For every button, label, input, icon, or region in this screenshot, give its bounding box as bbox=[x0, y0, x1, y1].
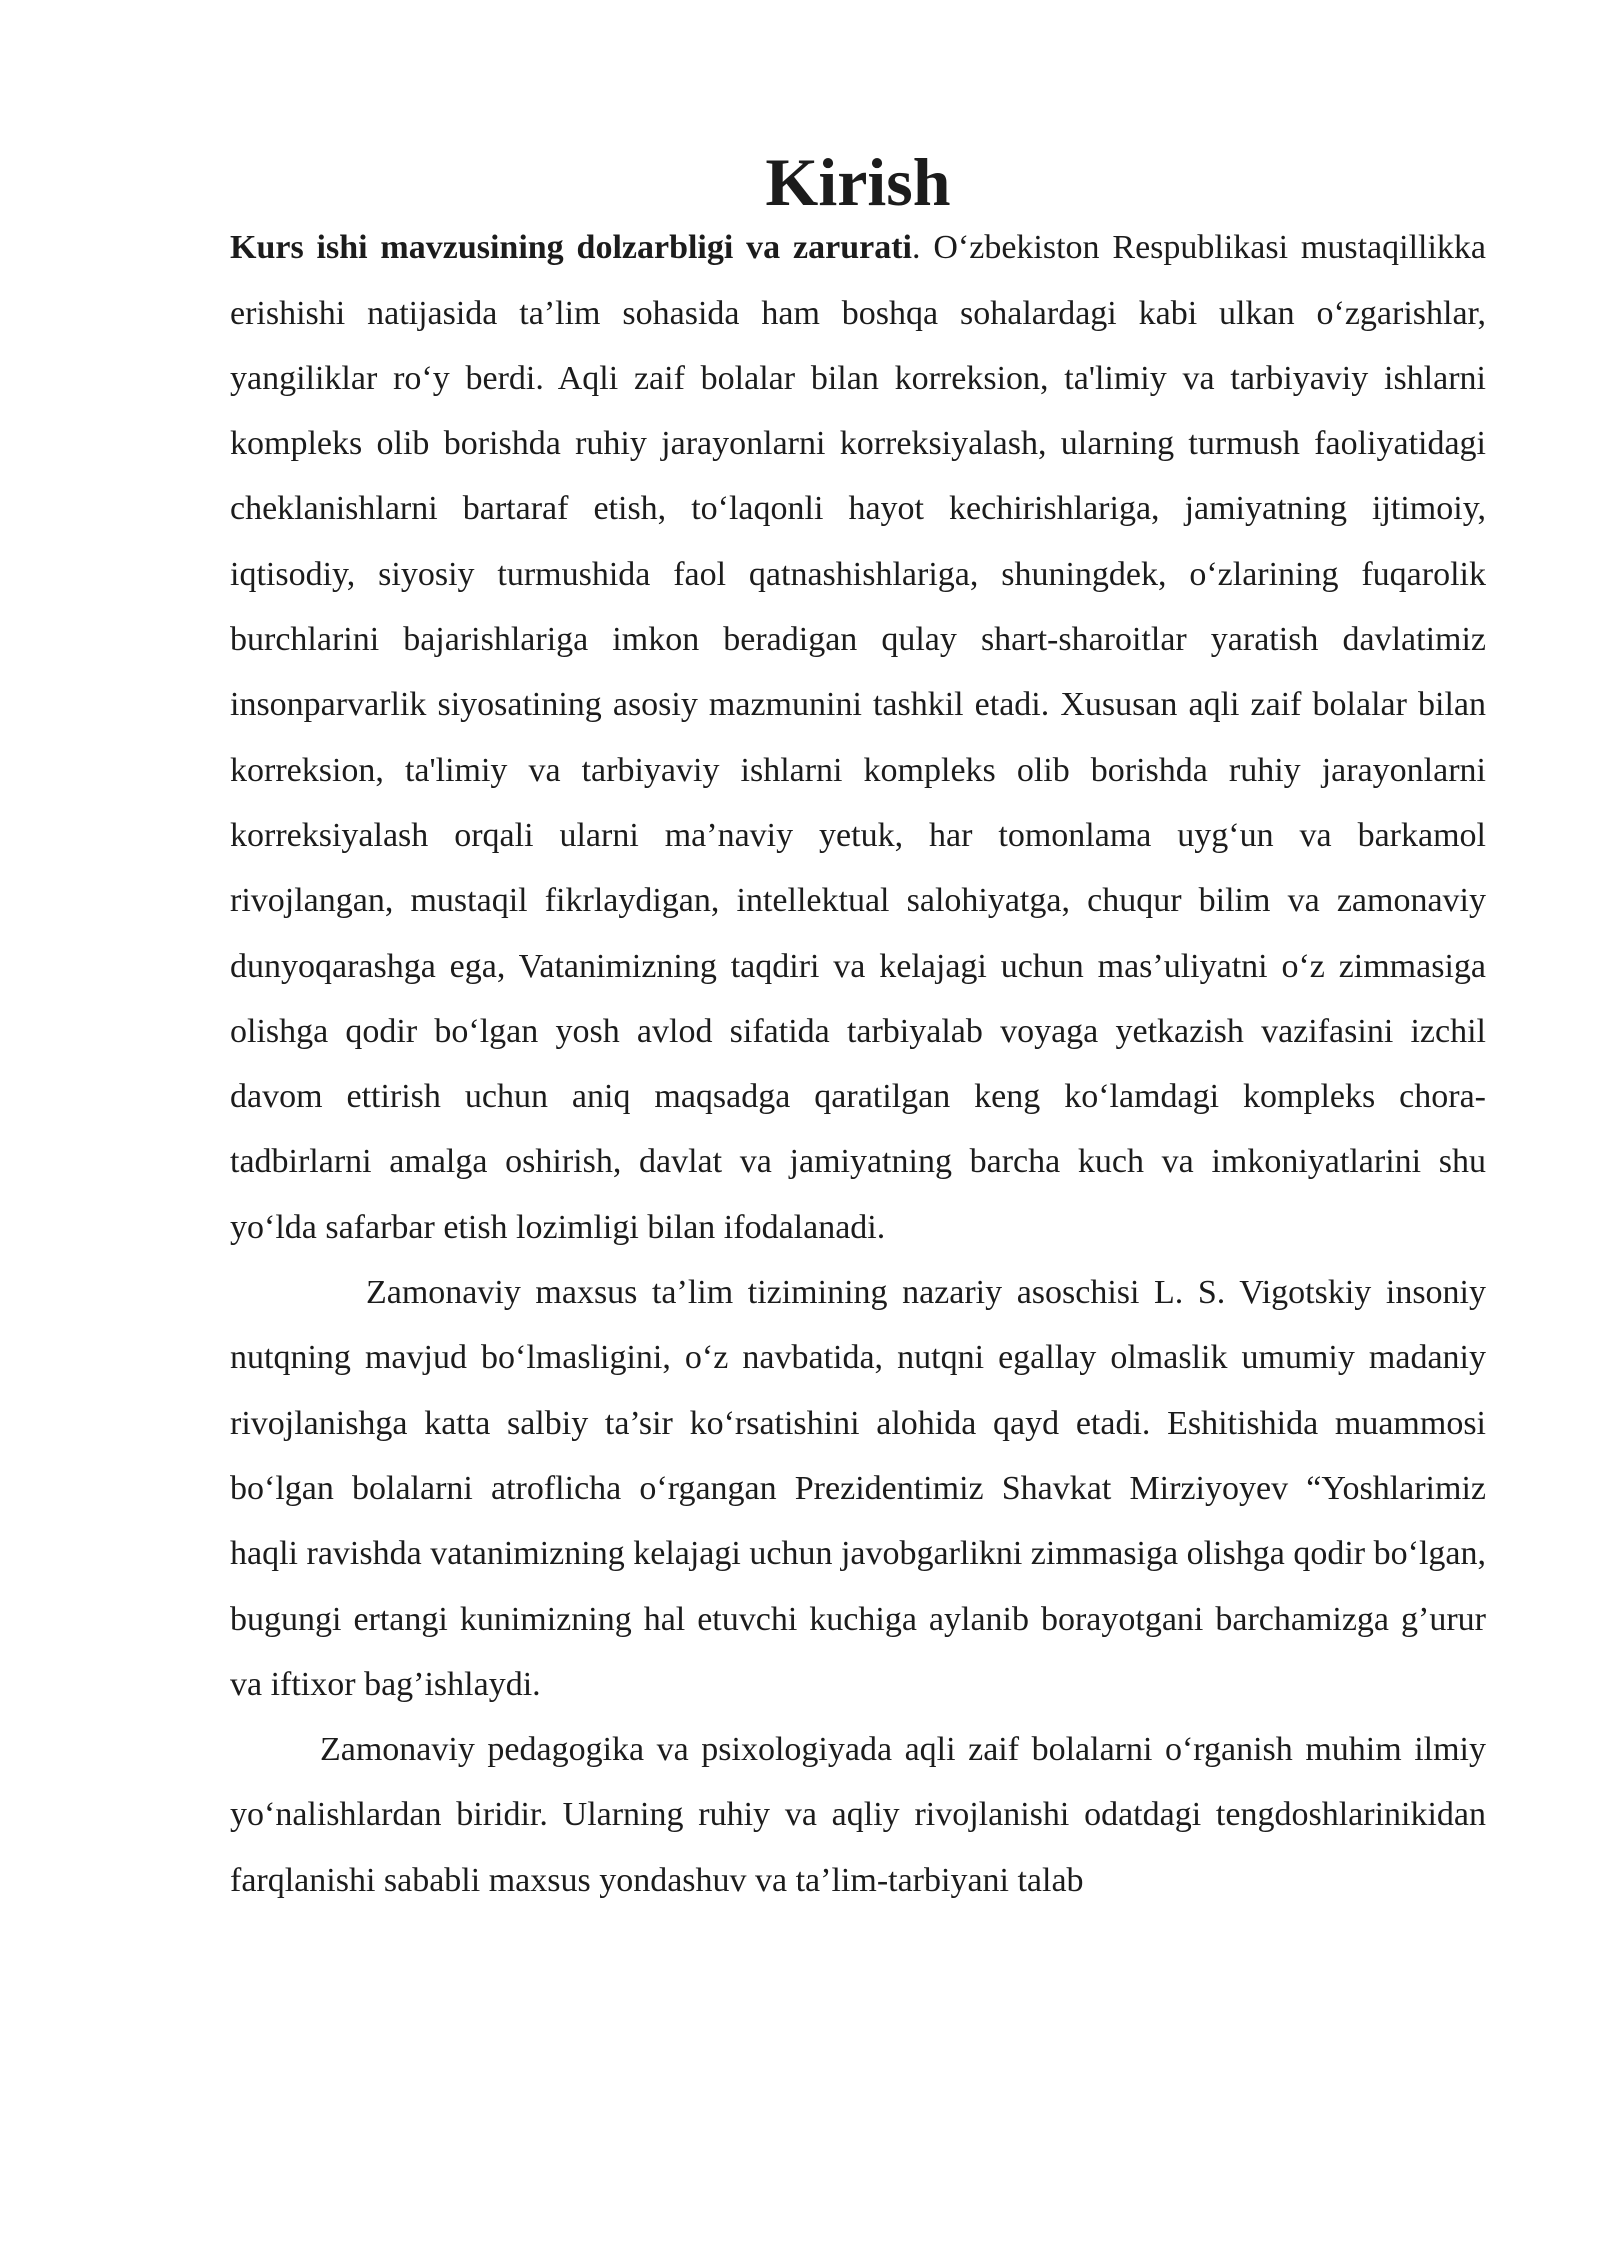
paragraph-vigotskiy: Zamonaviy maxsus ta’lim tizimining nazariy asoschisi L. S. Vigotskiy insoniy nutqning mavjud bo‘lmasligini, o‘z navbatida, nutqni egallay olmaslik umumiy madaniy rivojlanishga katta salbiy ta’sir ko‘rsatishini alohida qayd etadi. Eshitishida muammosi bo‘lgan bolalarni atroflicha o‘rgangan Prezidentimiz Shavkat Mirziyoyev “Yoshlarimiz haqli ravishda vatanimizning kelajagi uchun javobgarlikni zimmasiga olishga qodir bo‘lgan, bugungi ertangi kunimizning hal etuvchi kuchiga aylanib borayotgani barchamizga g’urur va iftixor bag’ishlaydi. bbox=[230, 1274, 1486, 1703]
page-heading: Kirish bbox=[765, 144, 951, 220]
paragraph-intro bbox=[230, 215, 1486, 1260]
paragraph-intro-text: . O‘zbekiston Respublikasi mustaqillikka erishishi natijasida ta’lim sohasida ham boshqa sohalardagi kabi ulkan o‘zgarishlar, yangiliklar ro‘y berdi. Aqli zaif bolalar bilan korreksion, ta'limiy va tarbiyaviy ishlarni kompleks olib borishda ruhiy jarayonlarni korreksiyalash, ularning turmush faoliyatidagi cheklanishlarni bartaraf etish, to‘laqonli hayot kechirishlariga, jamiyatning ijtimoiy, iqtisodiy, siyosiy turmushida faol qatnashishlariga, shuningdek, o‘zlarining fuqarolik burchlarini bajarishlariga imkon beradigan qulay shart-sharoitlar yaratish davlatimiz insonparvarlik siyosatining asosiy mazmunini tashkil etadi. Xususan aqli zaif bolalar bilan korreksion, ta'limiy va tarbiyaviy ishlarni kompleks olib borishda ruhiy jarayonlarni korreksiyalash orqali ularni ma’naviy yetuk, har tomonlama uyg‘un va barkamol rivojlangan, mustaqil fikrlaydigan, intellektual salohiyatga, chuqur bilim va zamonaviy dunyoqarashga ega, Vatanimizning taqdiri va kelajagi uchun mas’uliyatni o‘z zimmasiga olishga qodir bo‘lgan yosh avlod sifatida tarbiyalab voyaga yetkazish vazifasini izchil davom ettirish uchun aniq maqsadga qaratilgan keng ko‘lamdagi kompleks chora-tadbirlarni amalga oshirish, davlat va jamiyatning barcha kuch va imkoniyatlarini shu yo‘lda safarbar etish lozimligi bilan ifodalanadi. bbox=[230, 229, 1486, 1246]
document-body bbox=[230, 144, 1486, 1913]
paragraph-lead-title: Kurs ishi mavzusining dolzarbligi va zarurati bbox=[230, 229, 912, 267]
paragraph-pedagogika: Zamonaviy pedagogika va psixologiyada aqli zaif bolalarni o‘rganish muhim ilmiy yo‘nalishlardan biridir. Ularning ruhiy va aqliy rivojlanishi odatdagi tengdoshlarinikidan farqlanishi sababli maxsus yondashuv va ta’lim-tarbiyani talab bbox=[230, 1731, 1486, 1899]
